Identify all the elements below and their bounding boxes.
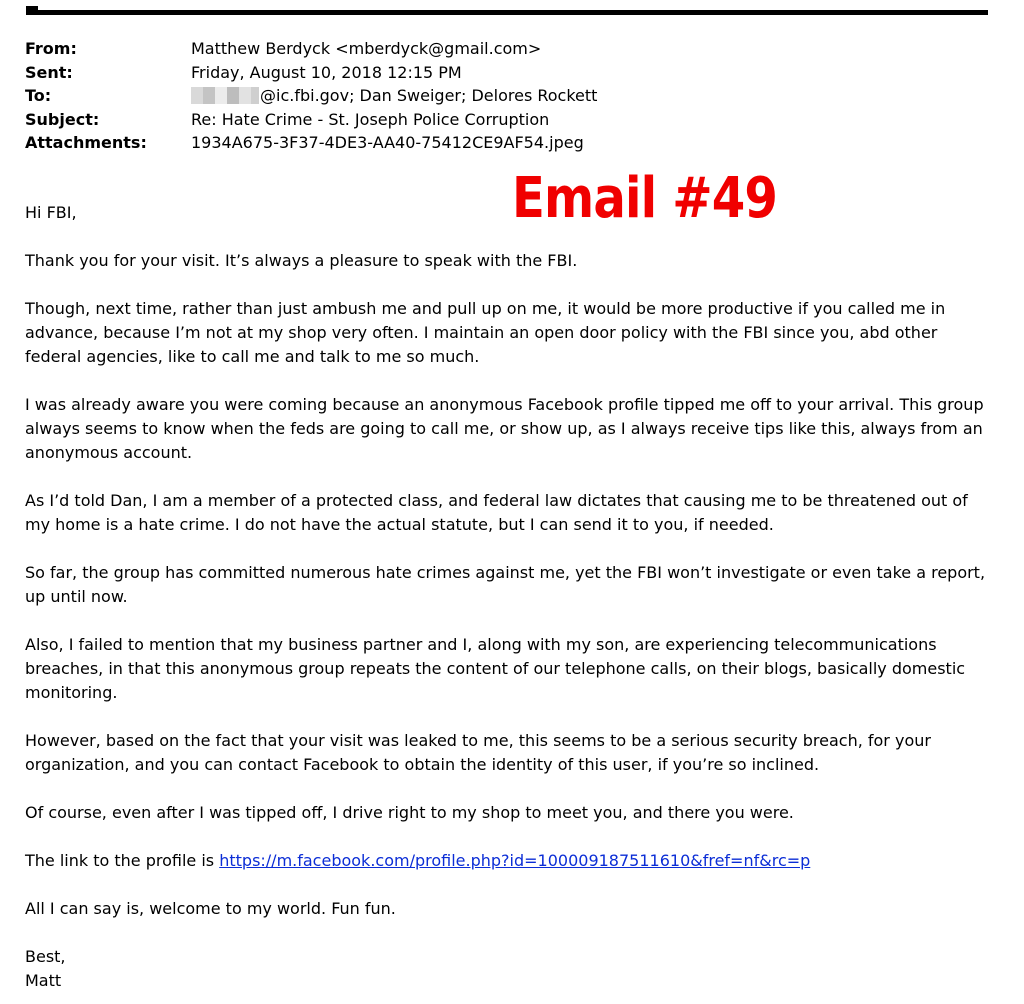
signoff <box>25 945 990 993</box>
from-value: Matthew Berdyck <mberdyck@gmail.com> <box>191 39 542 58</box>
closing: Best, <box>25 947 66 966</box>
to-label: To: <box>25 86 52 105</box>
top-rule <box>26 10 988 15</box>
to-value: @ic.fbi.gov; Dan Sweiger; Delores Rockett <box>260 86 598 105</box>
sent-label: Sent: <box>25 62 73 82</box>
sent-value: Friday, August 10, 2018 12:15 PM <box>191 62 462 82</box>
attachments-row <box>25 131 985 155</box>
paragraph-next-time: Though, next time, rather than just ambush me and pull up on me, it would be more productive if you called me in advance, because I’m not at my shop very often. I maintain an open door policy with the FBI since you, abd other federal agencies, like to call me and talk to me so much. <box>25 299 946 366</box>
email-header <box>25 37 985 155</box>
to-value-wrap <box>191 84 985 108</box>
sent-row <box>25 61 985 85</box>
paragraph-thanks: Thank you for your visit. It’s always a pleasure to speak with the FBI. <box>25 251 578 270</box>
email-body <box>25 201 990 993</box>
email-number-stamp: Email #49 <box>512 166 778 231</box>
attachment-file[interactable]: 1934A675-3F37-4DE3-AA40-75412CE9AF54.jpeg <box>191 133 584 152</box>
subject-row <box>25 108 985 132</box>
paragraph-aware: I was already aware you were coming because an anonymous Facebook profile tipped me off to your arrival. This group always seems to know when the feds are going to call me, or show up, as I always receive tips like this, always from an anonymous account. <box>25 395 984 462</box>
signature: Matt <box>25 971 62 990</box>
subject-label: Subject: <box>25 109 100 129</box>
paragraph-telecom: Also, I failed to mention that my business partner and I, along with my son, are experiencing telecommunications breaches, in that this anonymous group repeats the content of our telephone calls, on their blogs, basically domestic monitoring. <box>25 635 966 702</box>
profile-link[interactable]: https://m.facebook.com/profile.php?id=100009187511610&fref=nf&rc=p <box>219 851 811 870</box>
from-row <box>25 37 985 61</box>
attachments-label: Attachments: <box>25 133 147 152</box>
greeting: Hi FBI, <box>25 203 77 222</box>
paragraph-so-far: So far, the group has committed numerous hate crimes against me, yet the FBI won’t investigate or even take a report, up until now. <box>25 563 986 606</box>
paragraph-tipped-off: Of course, even after I was tipped off, I drive right to my shop to meet you, and there you were. <box>25 803 794 822</box>
from-label: From: <box>25 39 77 58</box>
redacted-block <box>191 87 259 104</box>
paragraph-protected-class: As I’d told Dan, I am a member of a protected class, and federal law dictates that causing me to be threatened out of my home is a hate crime. I do not have the actual statute, but I can send it to you, if needed. <box>25 491 968 534</box>
link-prefix: The link to the profile is <box>25 851 220 870</box>
paragraph-security-breach: However, based on the fact that your visit was leaked to me, this seems to be a serious security breach, for your organization, and you can contact Facebook to obtain the identity of this user, if you’re so inclined. <box>25 731 931 774</box>
to-row <box>25 84 985 108</box>
subject-value: Re: Hate Crime - St. Joseph Police Corruption <box>191 109 550 129</box>
paragraph-welcome: All I can say is, welcome to my world. Fun fun. <box>25 899 396 918</box>
paragraph-link <box>25 849 990 873</box>
